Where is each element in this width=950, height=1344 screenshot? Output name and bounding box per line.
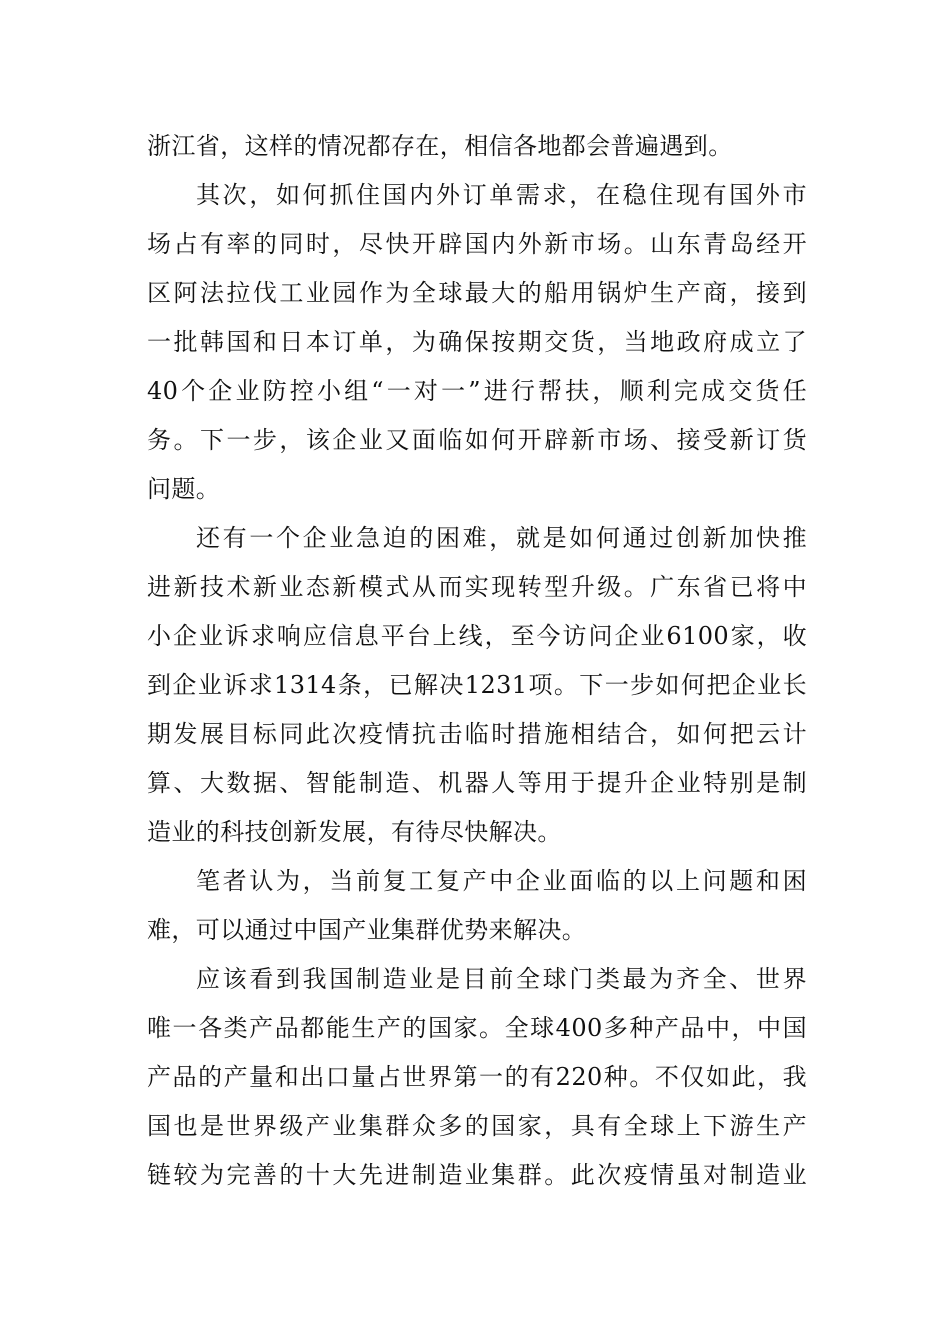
text-line: 问题。 <box>147 475 221 503</box>
text-line: 难，可以通过中国产业集群优势来解决。 <box>147 916 587 944</box>
text-line: 算、大数据、智能制造、机器人等用于提升企业特别是制 <box>147 769 807 797</box>
text-line: 务。下一步，该企业又面临如何开辟新市场、接受新订货 <box>147 426 807 454</box>
text-line: 40个企业防控小组“一对一”进行帮扶，顺利完成交货任 <box>147 377 807 405</box>
text-line: 浙江省，这样的情况都存在，相信各地都会普遍遇到。 <box>147 132 733 160</box>
text-line: 小企业诉求响应信息平台上线，至今访问企业6100家，收 <box>147 622 807 650</box>
text-line: 还有一个企业急迫的困难，就是如何通过创新加快推 <box>196 524 807 552</box>
text-line: 一批韩国和日本订单，为确保按期交货，当地政府成立了 <box>147 328 807 356</box>
document-page <box>147 122 807 1200</box>
text-line: 场占有率的同时，尽快开辟国内外新市场。山东青岛经开 <box>147 230 807 258</box>
text-line: 期发展目标同此次疫情抗击临时措施相结合，如何把云计 <box>147 720 807 748</box>
text-line: 进新技术新业态新模式从而实现转型升级。广东省已将中 <box>147 573 807 601</box>
text-line: 笔者认为，当前复工复产中企业面临的以上问题和困 <box>196 867 807 895</box>
text-line: 其次，如何抓住国内外订单需求，在稳住现有国外市 <box>196 181 807 209</box>
text-line: 产品的产量和出口量占世界第一的有220种。不仅如此，我 <box>147 1063 807 1091</box>
text-line: 国也是世界级产业集群众多的国家，具有全球上下游生产 <box>147 1112 807 1140</box>
text-line: 区阿法拉伐工业园作为全球最大的船用锅炉生产商，接到 <box>147 279 807 307</box>
text-line: 造业的科技创新发展，有待尽快解决。 <box>147 818 562 846</box>
text-line: 应该看到我国制造业是目前全球门类最为齐全、世界 <box>196 965 807 993</box>
text-line: 链较为完善的十大先进制造业集群。此次疫情虽对制造业 <box>147 1161 807 1189</box>
text-line: 唯一各类产品都能生产的国家。全球400多种产品中，中国 <box>147 1014 807 1042</box>
text-line: 到企业诉求1314条，已解决1231项。下一步如何把企业长 <box>147 671 807 699</box>
